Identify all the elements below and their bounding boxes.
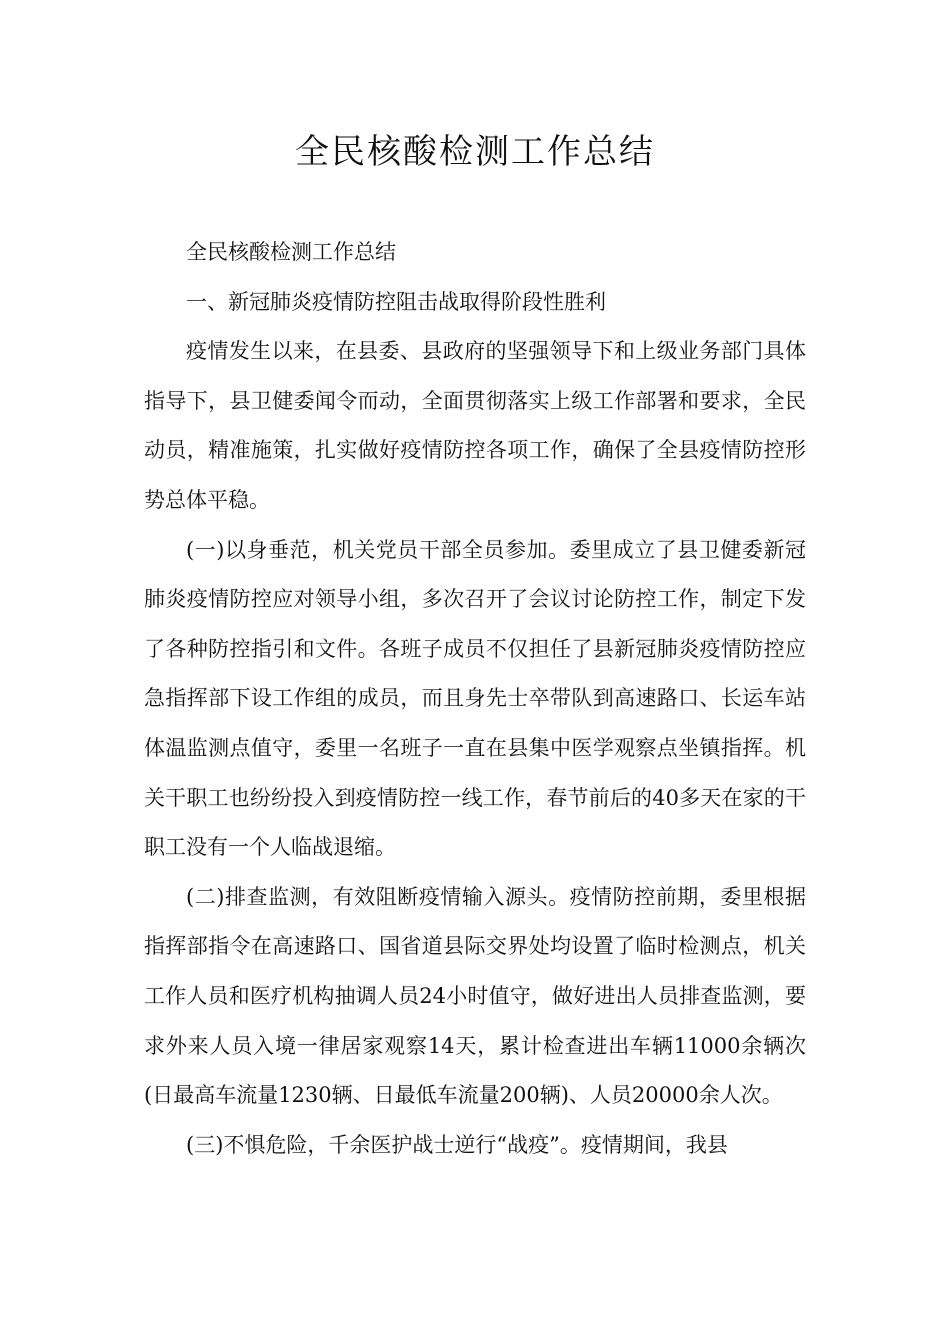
paragraph-subtitle: 全民核酸检测工作总结 [186,240,396,264]
paragraph-item-1: (一)以身垂范，机关党员干部全员参加。委里成立了县卫健委新冠肺炎疫情防控应对领导小组，多次召开了会议讨论防控工作，制定下发了各种防控指引和文件。各班子成员不仅担任了县新冠肺炎疫情防控应急指挥部下设工作组的成员，而且身先士卒带队到高速路口、长运车站体温监测点值守，委里一名班子一直在县集中医学观察点坐镇指挥。机关干职工也纷纷投入到疫情防控一线工作，春节前后的40多天在家的干职工没有一个人临战退缩。 [144,537,806,860]
paragraph-section-heading: 一、新冠肺炎疫情防控阻击战取得阶段性胜利 [186,289,606,314]
document-title: 全民核酸检测工作总结 [295,132,655,172]
paragraph-intro: 疫情发生以来，在县委、县政府的坚强领导下和上级业务部门具体指导下，县卫健委闻令而动，全面贯彻落实上级工作部署和要求，全民动员，精准施策，扎实做好疫情防控各项工作，确保了全县疫情防控形势总体平稳。 [144,339,806,512]
paragraph-item-3: (三)不惧危险，千余医护战士逆行“战疫”。疫情期间，我县 [186,1132,728,1157]
document-body [144,228,806,1170]
paragraph-item-2: (二)排查监测，有效阻断疫情输入源头。疫情防控前期，委里根据指挥部指令在高速路口、国省道县际交界处均设置了临时检测点，机关工作人员和医疗机构抽调人员24小时值守，做好进出人员排查监测，要求外来人员入境一律居家观察14天，累计检查进出车辆11000余辆次(日最高车流量1230辆、日最低车流量200辆)、人员20000余人次。 [144,884,806,1108]
